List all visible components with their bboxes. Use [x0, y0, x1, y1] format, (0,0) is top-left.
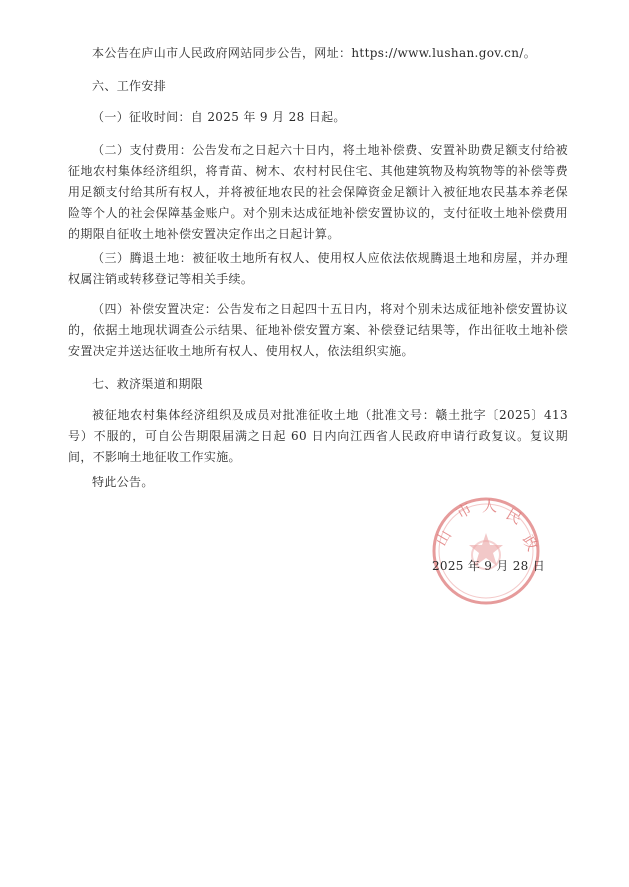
document-date: 2025 年 9 月 28 日 [432, 559, 546, 573]
section-7-paragraph: 被征地农村集体经济组织及成员对批准征收土地（批准文号：赣土批字〔2025〕413 号）不服的，可自公告期限届满之日起 60 日内向江西省人民政府申请行政复议。复议期间，不影响土地征收工作实施。 [68, 408, 568, 464]
official-seal-icon [430, 495, 542, 607]
svg-text:山: 山 [431, 526, 455, 549]
svg-text:政: 政 [518, 532, 542, 555]
section-7-heading: 七、救济渠道和期限 [92, 377, 204, 391]
section-6-heading: 六、工作安排 [92, 79, 167, 93]
svg-text:人: 人 [482, 497, 498, 515]
section-6-item-1: （一）征收时间：自 2025 年 9 月 28 日起。 [92, 110, 346, 124]
section-6-item-2: （二）支付费用：公告发布之日起六十日内，将土地补偿费、安置补助费足额支付给被征地农村集体经济组织，将青苗、树木、农村村民住宅、其他建筑物及构筑物等的补偿等费用足额支付给其所有权人，并将被征地农民的社会保障资金足额计入被征地农民基本养老保险等个人的社会保障基金账户。对个别未达成征地补偿安置协议的，支付征收土地补偿费用的期限自征收土地补偿安置决定作出之日起计算。 [68, 143, 568, 241]
section-6-item-4: （四）补偿安置决定：公告发布之日起四十五日内，将对个别未达成征地补偿安置协议的，依据土地现状调查公示结果、征地补偿安置方案、补偿登记结果等，作出征收土地补偿安置决定并送达征收土地所有权人、使用权人，依法组织实施。 [68, 302, 568, 358]
svg-text:市: 市 [453, 499, 476, 523]
notice-sync-paragraph: 本公告在庐山市人民政府网站同步公告，网址：https://www.lushan.gov.cn/。 [92, 46, 537, 60]
section-6-item-3: （三）腾退土地：被征收土地所有权人、使用权人应依法依规腾退土地和房屋，并办理权属注销或转移登记等相关手续。 [68, 251, 568, 286]
closing-text: 特此公告。 [92, 475, 154, 489]
svg-text:民: 民 [503, 504, 526, 528]
